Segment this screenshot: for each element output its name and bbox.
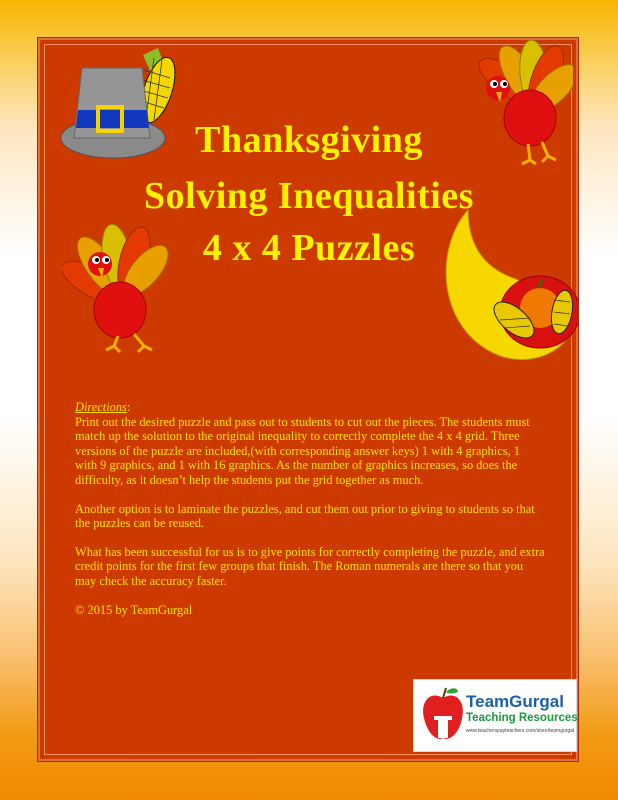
logo-url: www.teacherspayteachers.com/store/teamgurgal [466, 728, 575, 734]
apple-logo-icon [420, 684, 466, 746]
directions-paragraph-2: Another option is to laminate the puzzles, and cut them out prior to giving to students so that the puzzles can be reused. [75, 501, 535, 531]
title-line-3: 4 x 4 Puzzles [202, 227, 416, 269]
directions-paragraph-3: What has been successful for us is to give points for correctly completing the puzzle, and extra credit points for the first few groups that finish. The Roman numerals are there so that you may check the accuracy faster. [75, 544, 545, 588]
directions-heading [75, 400, 545, 415]
title-line-1: Thanksgiving [195, 119, 423, 161]
copyright-text: © 2015 by TeamGurgal [75, 602, 193, 617]
directions-colon: : [126, 400, 131, 414]
logo-subtitle: Teaching Resources [466, 712, 578, 724]
teamgurgal-logo [413, 679, 577, 752]
title-line-2: Solving Inequalities [144, 175, 474, 217]
logo-name: TeamGurgal [466, 692, 564, 711]
directions-paragraph-1: Print out the desired puzzle and pass out to students to cut out the pieces. The students must match up the solution to the original inequality to correctly complete the 4 x 4 grid. Three versions of the puzzle are included,(with corresponding answer keys) 1 with 4 graphics, 1 with 9 graphics, and 1 with 16 graphics. As the number of graphics increases, so does the difficulty, as it doesn’t help the students put the grid together as much. [75, 414, 530, 487]
cornucopia-icon [428, 200, 578, 365]
directions-label: Directions [75, 400, 127, 414]
directions-section [75, 400, 545, 631]
